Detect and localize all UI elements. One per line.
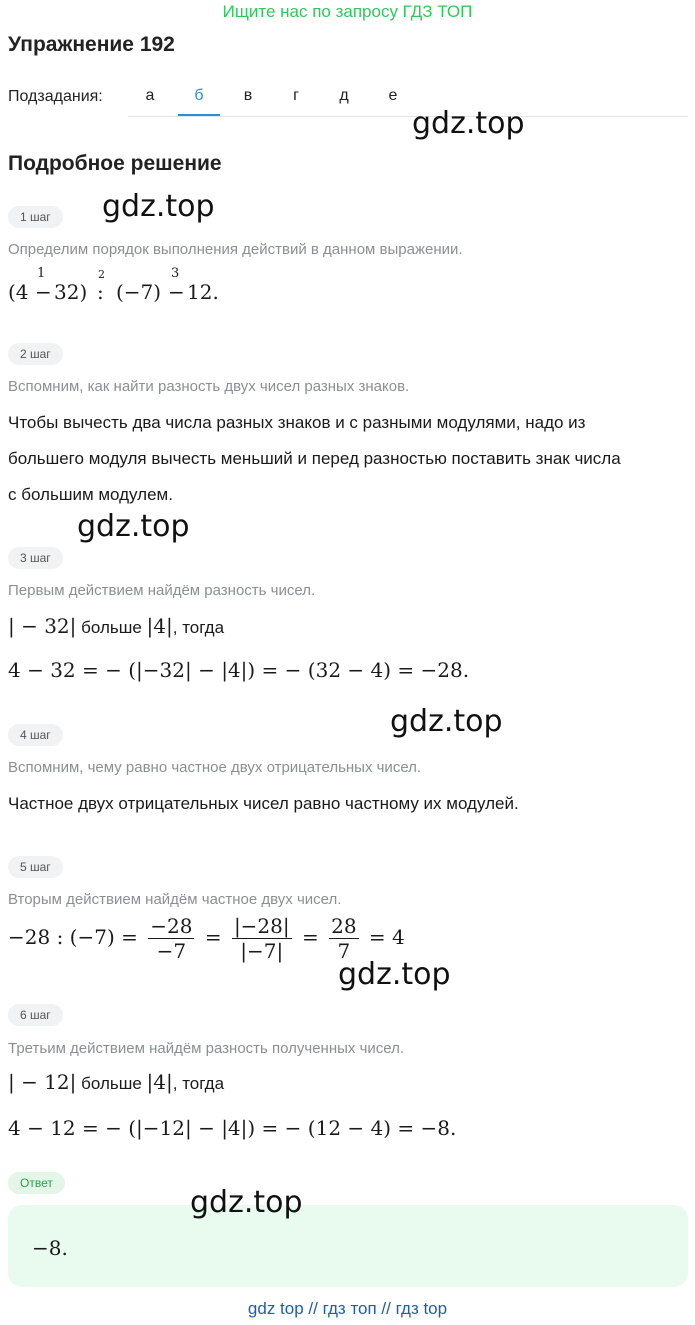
- step-5-chip: 5 шаг: [8, 856, 63, 878]
- step-2-chip: 2 шаг: [8, 343, 63, 365]
- step-5-hint: Вторым действием найдём частное двух чисел.: [8, 891, 342, 908]
- step-6-comparison: | − 12| больше |4|, тогда: [8, 1070, 225, 1094]
- order-mark-3: 3: [171, 266, 180, 281]
- step-3-formula: 4 − 32 = − (|−32| − |4|) = − (32 − 4) = −28.: [8, 658, 470, 682]
- step-5-formula: −28 : (−7) = $\frac{-28}{-7}$ = $\frac{|-28|}{|-7|}$ = $\frac{28}{7}$ = 4: [8, 914, 405, 963]
- watermark: gdz.top: [102, 189, 215, 224]
- tab-v[interactable]: в: [243, 87, 253, 104]
- rule-line-1: Чтобы вычесть два числа разных знаков и с разными модулями, надо из: [8, 413, 586, 432]
- order-mark-1: 1: [37, 266, 46, 281]
- section-title: Подробное решение: [8, 152, 222, 175]
- watermark: gdz.top: [77, 509, 190, 544]
- order-mark-2: 2: [98, 268, 105, 281]
- fraction: $\frac{-28}{-7}$: [150, 914, 193, 963]
- watermark: gdz.top: [338, 957, 451, 992]
- step-4-hint: Вспомним, чему равно частное двух отрицательных чисел.: [8, 759, 422, 776]
- answer-value: −8.: [32, 1236, 68, 1260]
- step-4-chip: 4 шаг: [8, 724, 63, 746]
- tab-b[interactable]: б: [178, 78, 220, 116]
- rule-line-3: с большим модулем.: [8, 485, 173, 504]
- step-6-hint: Третьим действием найдём разность полученных чисел.: [8, 1040, 405, 1057]
- step-1-hint: Определим порядок выполнения действий в данном выражении.: [8, 241, 463, 258]
- footer-links[interactable]: gdz top // гдз топ // гдз top: [247, 1299, 448, 1318]
- watermark: gdz.top: [390, 704, 503, 739]
- tab-g[interactable]: г: [293, 87, 299, 104]
- subtasks-label: Подзадания:: [8, 88, 103, 105]
- step-3-hint: Первым действием найдём разность чисел.: [8, 582, 316, 599]
- search-banner: Ищите нас по запросу ГДЗ ТОП: [222, 2, 473, 21]
- subtasks-tabs: [128, 78, 688, 117]
- page-title: Упражнение 192: [8, 33, 175, 56]
- tab-e[interactable]: е: [388, 87, 398, 104]
- fraction: $\frac{28}{7}$: [331, 914, 357, 963]
- step-3-comparison: | − 32| больше |4|, тогда: [8, 614, 225, 638]
- step-3-chip: 3 шаг: [8, 547, 63, 569]
- step-1-chip: 1 шаг: [8, 206, 63, 228]
- fraction: $\frac{|-28|}{|-7|}$: [233, 914, 290, 963]
- step-4-text: Частное двух отрицательных чисел равно частному их модулей.: [8, 794, 519, 813]
- step-2-hint: Вспомним, как найти разность двух чисел разных знаков.: [8, 378, 410, 395]
- answer-box: [8, 1205, 688, 1287]
- rule-line-2: большего модуля вычесть меньший и перед разностью поставить знак числа: [8, 449, 621, 468]
- step-6-formula: 4 − 12 = − (|−12| − |4|) = − (12 − 4) = −8.: [8, 1116, 457, 1140]
- tab-a[interactable]: а: [145, 87, 155, 104]
- answer-chip: Ответ: [8, 1172, 65, 1194]
- tab-d[interactable]: д: [339, 87, 349, 104]
- watermark: gdz.top: [190, 1185, 303, 1220]
- step-6-chip: 6 шаг: [8, 1004, 63, 1026]
- step-1-expression: (4 1 − 32) 2 : (−7) 3 − 12.: [8, 266, 219, 304]
- watermark: gdz.top: [412, 106, 525, 141]
